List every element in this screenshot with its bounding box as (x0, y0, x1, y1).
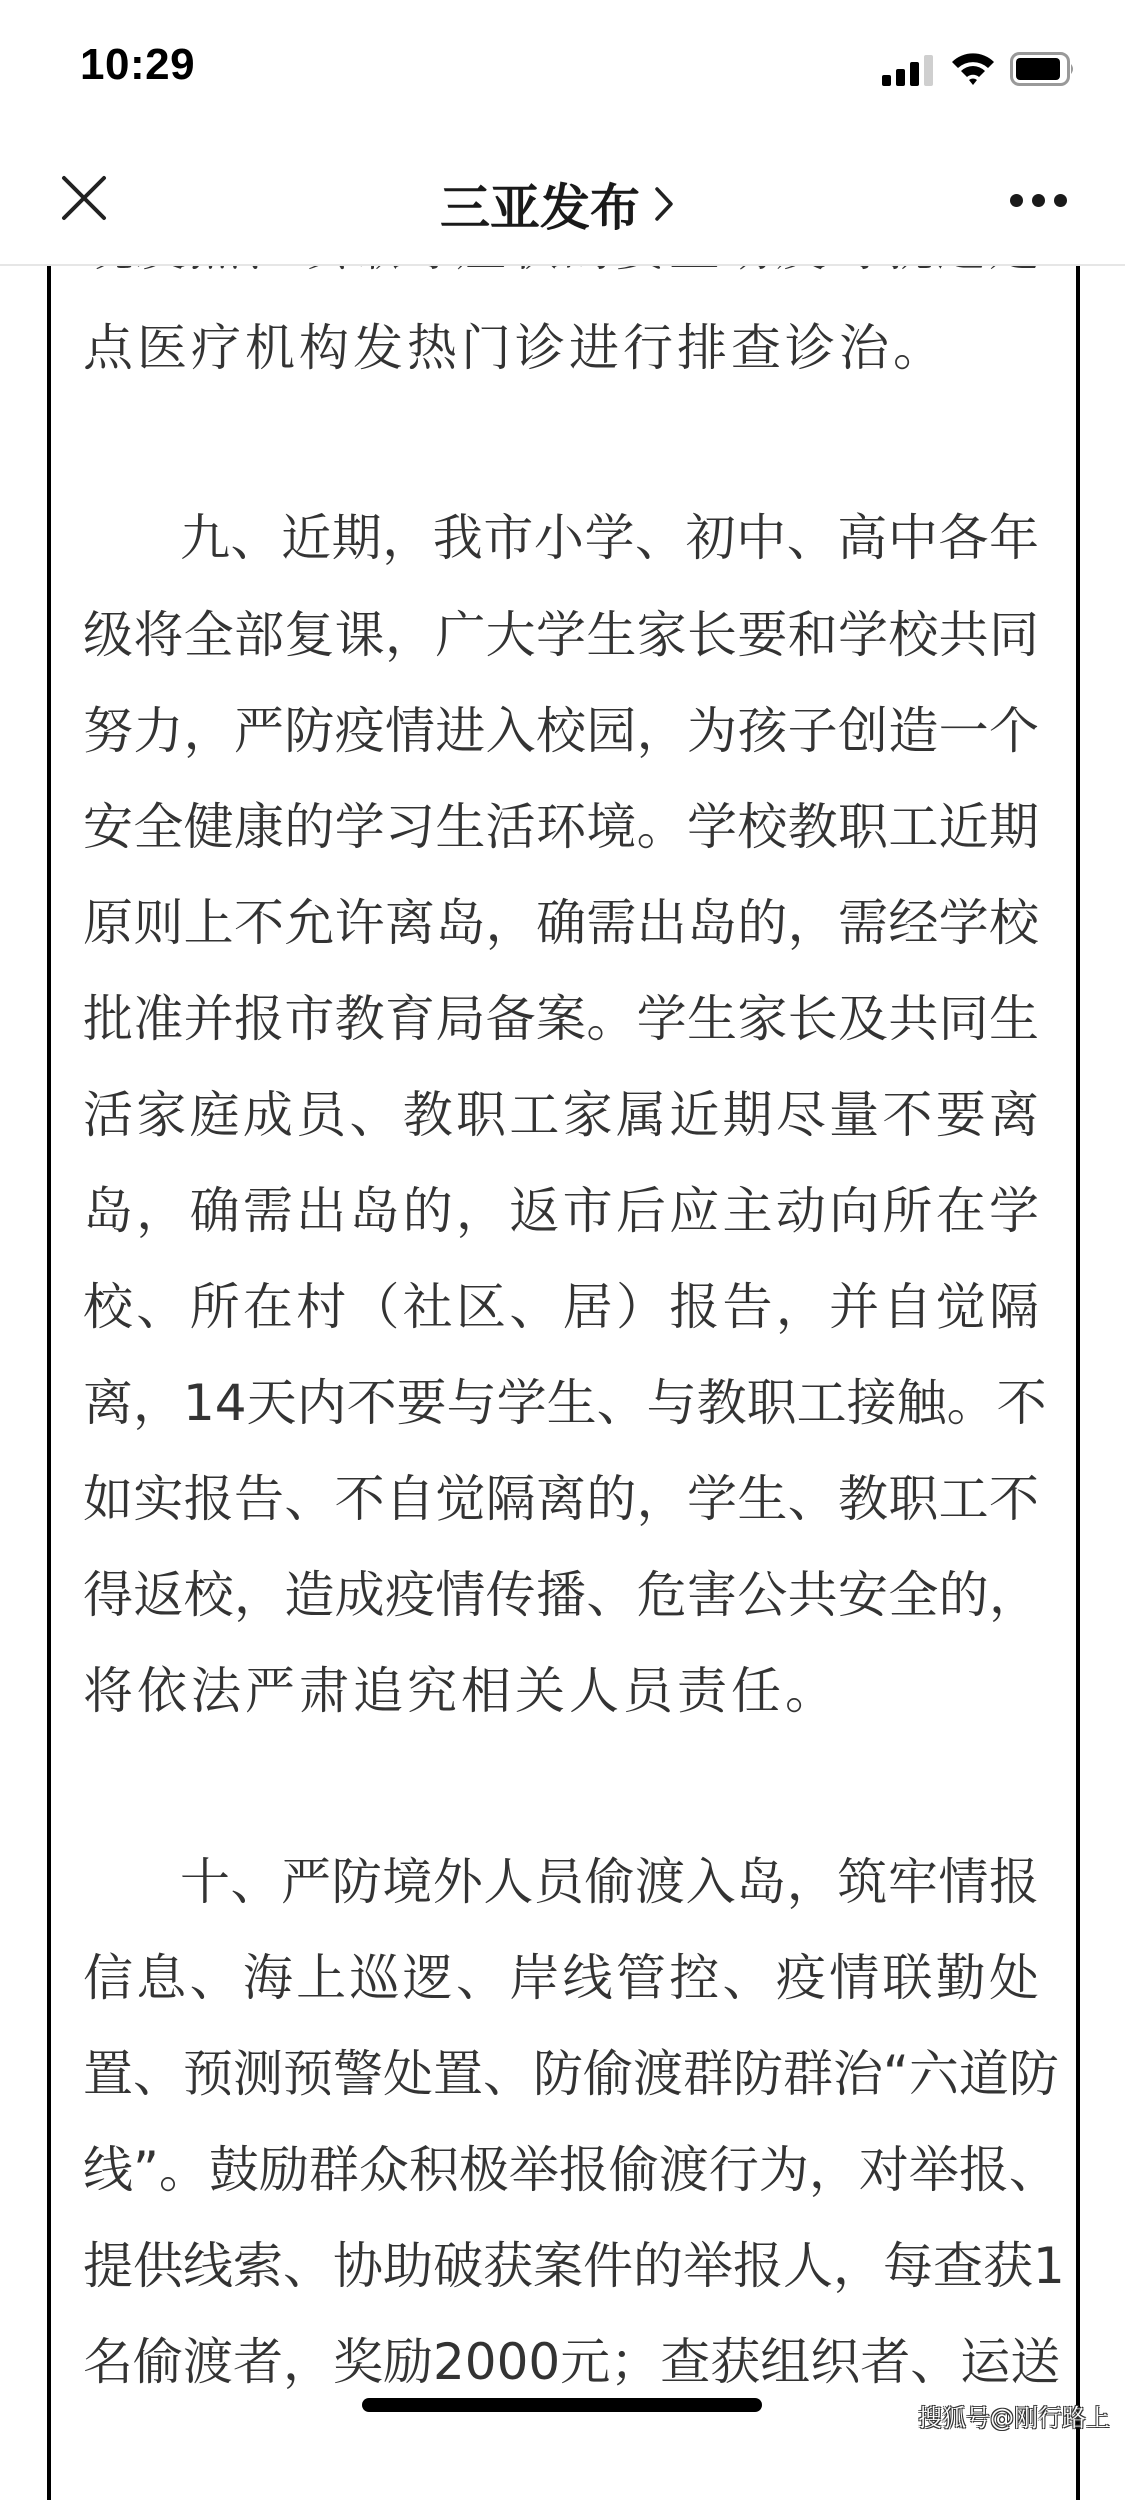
chevron-right-icon (645, 179, 685, 229)
article-line: 安全健康的学习生活环境。学校教职工近期 (83, 798, 1039, 856)
article-line: 置、预测预警处置、防偷渡群防群治“六道防 (83, 2045, 1059, 2103)
home-indicator[interactable] (362, 2398, 762, 2412)
article-line: 批准并报市教育局备案。学生家长及共同生 (83, 990, 1039, 1048)
battery-icon (1010, 52, 1076, 86)
watermark: 搜狐号@刚行路上 (918, 2404, 1110, 2432)
article-line: 级将全部复课，广大学生家长要和学校共同 (83, 606, 1039, 664)
article-line: 活家庭成员、教职工家属近期尽量不要离 (83, 1086, 1039, 1144)
article-line: 信息、海上巡逻、岸线管控、疫情联勤处 (83, 1949, 1039, 2007)
cellular-signal-icon (882, 53, 934, 86)
status-time: 10:29 (80, 40, 196, 89)
nav-header (0, 140, 1125, 266)
wifi-icon (950, 50, 996, 86)
article-line: 提供线索、协助破获案件的举报人，每查获1 (83, 2237, 1065, 2295)
account-title-button[interactable] (0, 168, 1125, 240)
article-line: 名偷渡者，奖励2000元；查获组织者、运送 (83, 2333, 1061, 2391)
paragraph-10-start: 十、严防境外人员偷渡入岛，筑牢情报 (180, 1853, 1039, 1911)
article-line: 校、所在村（社区、居）报告，并自觉隔 (83, 1278, 1039, 1336)
article-line: 线”。鼓励群众积极举报偷渡行为，对举报、 (83, 2141, 1059, 2199)
article-line: 原则上不允许离岛，确需出岛的，需经学校 (83, 894, 1039, 952)
article-line: 如实报告、不自觉隔离的，学生、教职工不 (83, 1470, 1039, 1528)
more-options-icon[interactable] (1010, 190, 1068, 210)
account-title: 三亚发布 (439, 179, 640, 237)
article-line: 点医疗机构发热门诊进行排查诊治。 (83, 319, 947, 377)
article-line: 得返校，造成疫情传播、危害公共安全的， (83, 1566, 1039, 1624)
article-line: 岛，确需出岛的，返市后应主动向所在学 (83, 1182, 1039, 1240)
paragraph-9-start: 九、近期，我市小学、初中、高中各年 (180, 509, 1039, 567)
article-line: 离，14天内不要与学生、与教职工接触。不 (83, 1374, 1047, 1432)
status-bar (0, 0, 1125, 140)
article-line: 努力，严防疫情进入校园，为孩子创造一个 (83, 702, 1039, 760)
article-line: 将依法严肃追究相关人员责任。 (83, 1662, 839, 1720)
